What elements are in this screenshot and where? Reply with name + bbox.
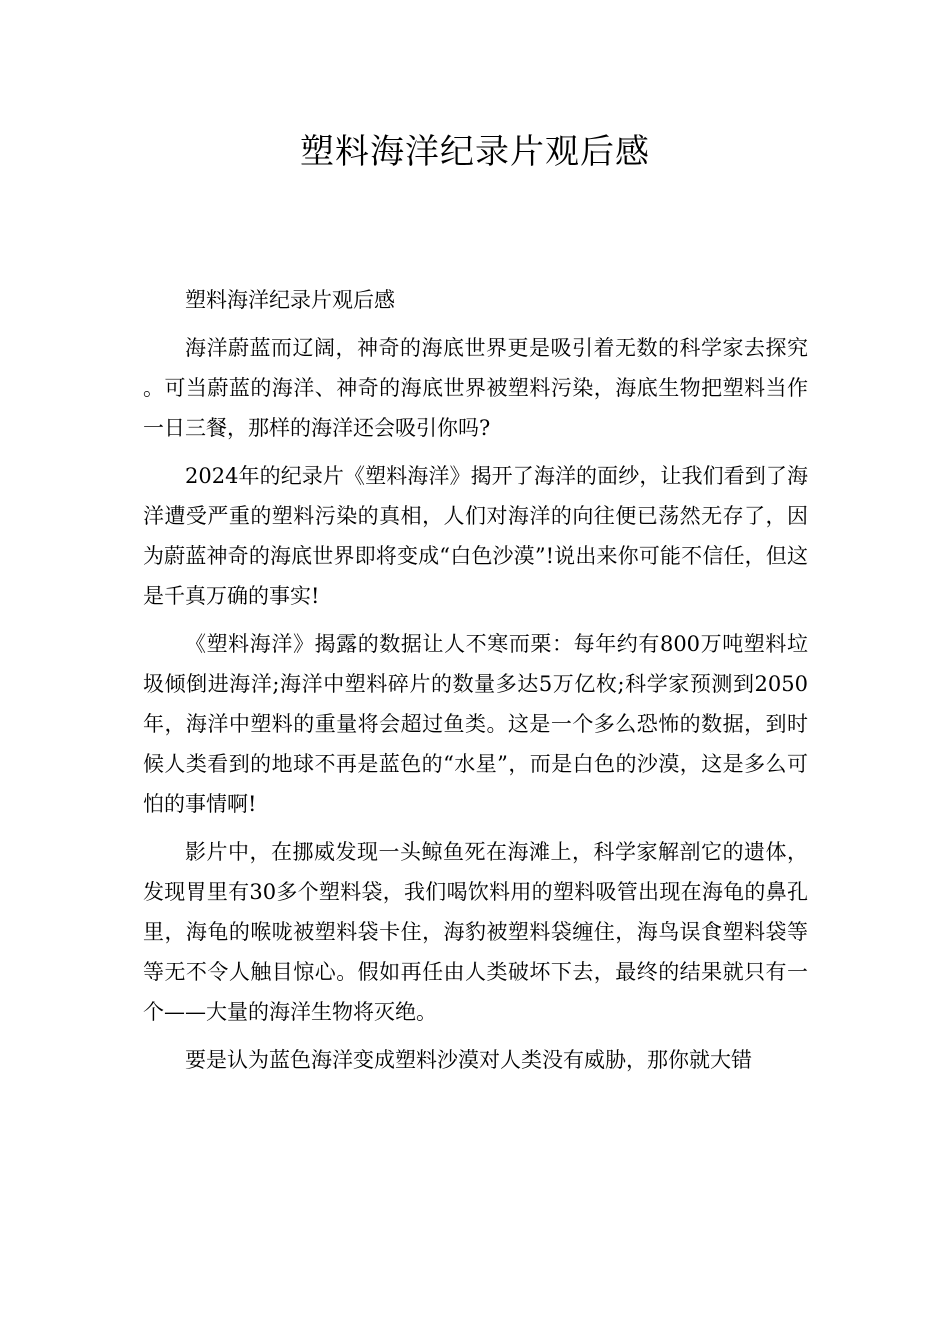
paragraph: 2024年的纪录片《塑料海洋》揭开了海洋的面纱，让我们看到了海洋遭受严重的塑料污染的真相，人们对海洋的向往便已荡然无存了，因为蔚蓝神奇的海底世界即将变成“白色沙漠”!说出来你可能不信任，但这是千真万确的事实!	[143, 464, 808, 608]
document-body	[143, 280, 808, 1088]
paragraph: 影片中，在挪威发现一头鲸鱼死在海滩上，科学家解剖它的遗体，发现胃里有30多个塑料袋，我们喝饮料用的塑料吸管出现在海龟的鼻孔里，海龟的喉咙被塑料袋卡住，海豹被塑料袋缠住，海鸟误食塑料袋等等无不令人触目惊心。假如再任由人类破坏下去，最终的结果就只有一个——大量的海洋生物将灭绝。	[143, 840, 808, 1024]
document-subtitle: 塑料海洋纪录片观后感	[185, 288, 395, 312]
paragraph: 《塑料海洋》揭露的数据让人不寒而栗：每年约有800万吨塑料垃圾倾倒进海洋;海洋中塑料碎片的数量多达5万亿枚;科学家预测到2050年，海洋中塑料的重量将会超过鱼类。这是一个多么恐怖的数据，到时候人类看到的地球不再是蓝色的“水星”，而是白色的沙漠，这是多么可怕的事情啊!	[143, 632, 808, 816]
document-title: 塑料海洋纪录片观后感	[300, 132, 650, 172]
paragraph: 海洋蔚蓝而辽阔，神奇的海底世界更是吸引着无数的科学家去探究。可当蔚蓝的海洋、神奇的海底世界被塑料污染，海底生物把塑料当作一日三餐，那样的海洋还会吸引你吗?	[143, 336, 808, 440]
paragraph: 要是认为蓝色海洋变成塑料沙漠对人类没有威胁，那你就大错	[185, 1048, 752, 1072]
